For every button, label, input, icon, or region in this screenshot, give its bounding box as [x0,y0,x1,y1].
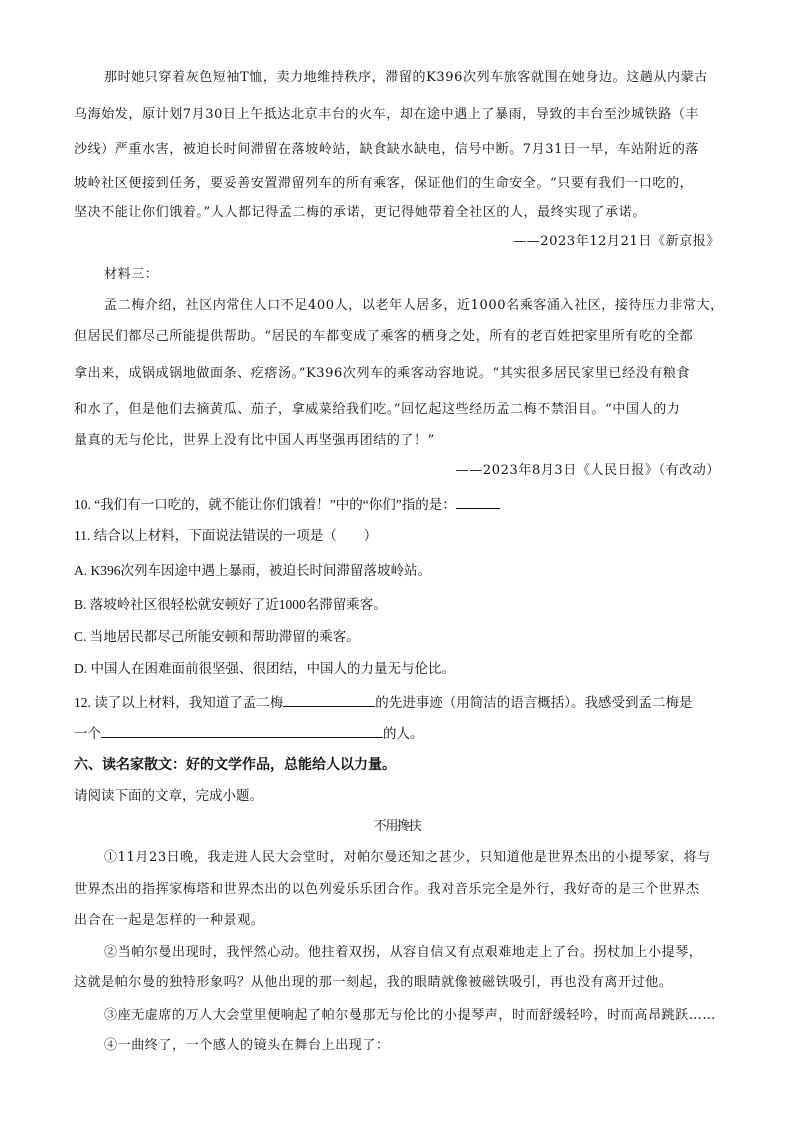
material3-line-3: 拿出来，成锅成锅地做面条、疙瘩汤。”K396次列车的乘客动容地说。“其实很多居民家里已经没有粮食 [74,366,691,381]
material2-line-3: 沙线）严重水害，被迫长时间滞留在落坡岭站，缺食缺水缺电，信号中断。7月31日一早，车站附近的落 [74,142,700,157]
question-11-option-a[interactable]: A. K396次列车因途中遇上暴雨，被迫长时间滞留落坡岭站。 [74,563,431,578]
essay-line-3: 出合在一起是怎样的一种景观。 [74,913,265,928]
material2-line-4: 坡岭社区便接到任务，要妥善安置滞留列车的所有乘客，保证他们的生命安全。“只要有我们一口吃的， [74,176,694,191]
essay-line-6: ③座无虚席的万人大会堂里便响起了帕尔曼那无与伦比的小提琴声，时而舒缓轻吟，时而高昂跳跃…… [104,1008,717,1023]
question-11-option-d[interactable]: D. 中国人在困难面前很坚强、很团结，中国人的力量无与伦比。 [74,661,455,676]
material3-line-5: 量真的无与伦比，世界上没有比中国人再坚强再团结的了！” [74,433,435,448]
question-12-text-3: 一个 [74,726,101,741]
section-6-title: 六、读名家散文：好的文学作品，总能给人以力量。 [74,757,396,773]
question-12-line-1 [74,692,693,713]
question-11-option-b[interactable]: B. 落坡岭社区很轻松就安顿好了近1000名滞留乘客。 [74,597,387,612]
question-10-text: 10. “我们有一口吃的，就不能让你们饿着！”中的“你们”指的是： [74,497,456,512]
essay-line-4: ②当帕尔曼出现时，我怦然心动。他拄着双拐，从容自信又有点艰难地走上了台。拐杖加上小提琴， [104,945,703,960]
section-6-instruction: 请阅读下面的文章，完成小题。 [74,788,263,803]
question-11: 11. 结合以上材料，下面说法错误的一项是（ ） [74,528,378,543]
material2-line-5: 坚决不能让你们饿着。”人人都记得孟二梅的承诺，更记得她带着全社区的人，最终实现了承诺。 [74,205,646,220]
question-12-blank-1[interactable] [283,692,375,707]
material3-line-2: 但居民们都尽己所能提供帮助。“居民的车都变成了乘客的栖身之处，所有的老百姓把家里所有吃的全都 [74,329,694,344]
question-12-line-2 [74,723,424,744]
question-10-answer-blank[interactable] [456,494,500,509]
essay-line-2: 世界杰出的指挥家梅塔和世界杰出的以色列爱乐乐团合作。我对音乐完全是外行，我好奇的是三个世界杰 [74,882,700,897]
material3-heading: 材料三： [104,267,159,282]
essay-line-1: ①11月23日晚，我走进人民大会堂时，对帕尔曼还知之甚少，只知道他是世界杰出的小提琴家，将与 [104,850,711,865]
question-12-text-2: 的先进事迹（用简洁的语言概括）。我感受到孟二梅是 [375,695,693,710]
question-12-blank-2[interactable] [101,723,383,738]
question-11-option-c[interactable]: C. 当地居民都尽己所能安顿和帮助滞留的乘客。 [74,629,360,644]
question-12-text-1: 12. 读了以上材料，我知道了孟二梅 [74,695,284,710]
material3-source: ——2023年8月3日《人民日报》（有改动） [455,463,720,478]
question-12-text-4: 的人。 [383,726,424,741]
material2-line-2: 乌海始发，原计划7月30日上午抵达北京丰台的火车，却在途中遇上了暴雨，导致的丰台至沙城铁路（丰 [74,107,700,122]
essay-line-5: 这就是帕尔曼的独特形象吗？从他出现的那一刻起，我的眼睛就像被磁铁吸引，再也没有离开过他。 [74,975,673,990]
essay-line-7: ④一曲终了，一个感人的镜头在舞台上出现了： [104,1038,390,1053]
essay-title: 不用搀扶 [373,819,421,834]
material3-line-1: 孟二梅介绍，社区内常住人口不足400人，以老年人居多，近1000名乘客涌入社区，接待压力非常大， [104,298,724,313]
material2-line-1: 那时她只穿着灰色短袖T恤，卖力地维持秩序，滞留的K396次列车旅客就围在她身边。这趟从内蒙古 [104,70,708,85]
material3-line-4: 和水了，但是他们去摘黄瓜、茄子，拿威菜给我们吃。”回忆起这些经历孟二梅不禁泪目。“中国人的力 [74,402,681,417]
question-10 [74,494,500,515]
material2-source: ——2023年12月21日《新京报》 [513,234,720,249]
